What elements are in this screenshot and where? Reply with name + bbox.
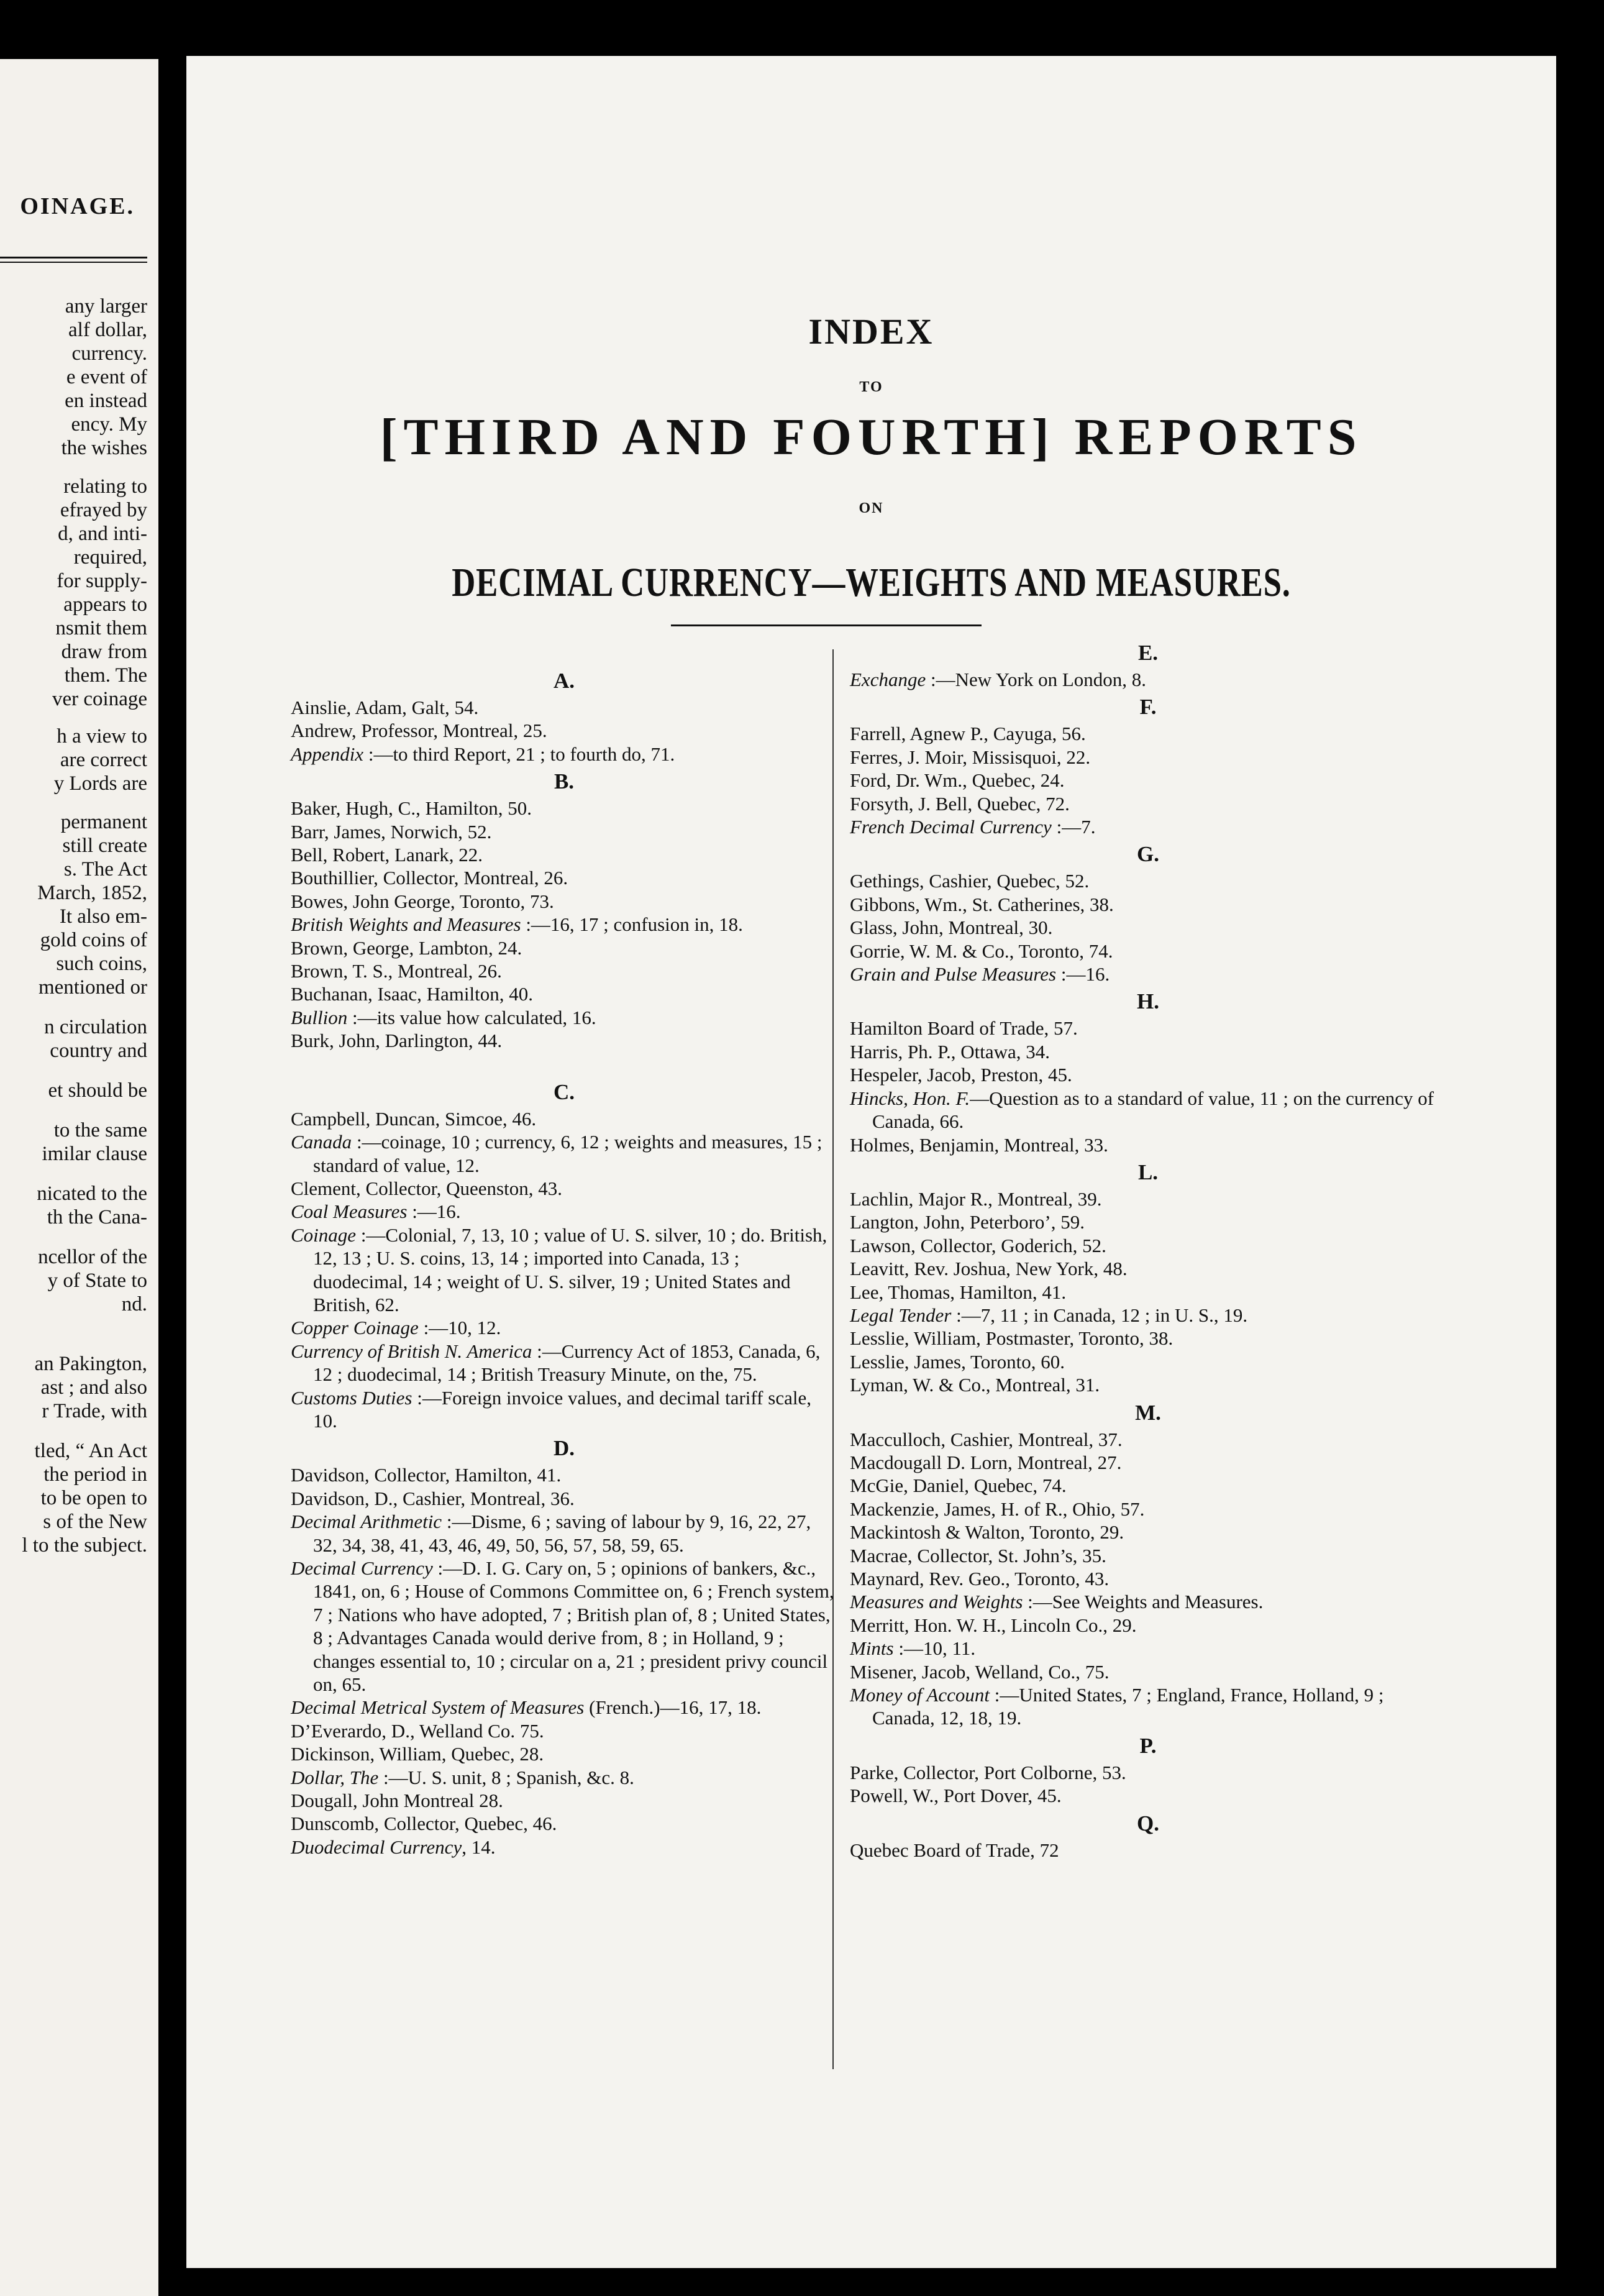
entry-topic: Dollar, The — [291, 1766, 379, 1788]
entry-text: :—16. — [407, 1201, 461, 1223]
index-entry — [291, 1386, 837, 1433]
left-page-line: s of the New — [43, 1511, 147, 1533]
index-entry — [850, 1281, 1446, 1304]
entry-topic: French Decimal Currency — [850, 816, 1052, 838]
index-entry — [850, 1187, 1446, 1210]
title-on: ON — [859, 500, 884, 516]
left-page-line: e event of — [66, 366, 147, 388]
page-title: INDEX — [808, 311, 934, 352]
index-entry — [291, 719, 837, 742]
index-entry — [850, 1133, 1446, 1156]
index-entry — [850, 1784, 1446, 1807]
left-page-line: March, 1852, — [37, 882, 147, 904]
left-page-line: h a view to — [57, 725, 147, 748]
index-entry — [850, 1637, 1446, 1660]
index-column-left — [291, 665, 837, 1859]
entry-text: :—coinage, 10 ; currency, 6, 12 ; weights and measures, 15 ; standard of value, 12. — [313, 1131, 823, 1176]
left-page-line: nsmit them — [55, 617, 147, 639]
left-page-line: ast ; and also — [40, 1376, 147, 1399]
index-entry — [291, 866, 837, 889]
entry-text: :—See Weights and Measures. — [1023, 1591, 1264, 1613]
entry-text: Ferres, J. Moir, Missisquoi, 22. — [850, 746, 1091, 768]
left-page-line: ency. My — [71, 413, 147, 436]
section-letter: H. — [1137, 989, 1159, 1014]
entry-topic: Coinage — [291, 1223, 357, 1246]
left-page-line: y Lords are — [53, 772, 147, 795]
section-gap — [291, 1053, 837, 1076]
left-page-line: tled, “ An Act — [34, 1440, 147, 1462]
index-entry — [850, 1839, 1446, 1862]
entry-text: :—to third Report, 21 ; to fourth do, 71. — [363, 743, 675, 765]
left-page-line: alf dollar, — [68, 319, 147, 341]
index-entry — [850, 1304, 1446, 1327]
section-letter: F. — [1139, 695, 1157, 720]
index-column-right — [850, 637, 1446, 1862]
entry-text: McGie, Daniel, Quebec, 74. — [850, 1475, 1067, 1497]
entry-text: Macdougall D. Lorn, Montreal, 27. — [850, 1451, 1122, 1473]
left-page-line: r Trade, with — [42, 1400, 147, 1422]
section-letter: B. — [554, 769, 575, 794]
index-entry — [291, 1200, 837, 1223]
index-entry — [850, 746, 1446, 769]
entry-text: D’Everardo, D., Welland Co. 75. — [291, 1719, 544, 1742]
entry-text: Bouthillier, Collector, Montreal, 26. — [291, 867, 568, 889]
entry-text: Forsyth, J. Bell, Quebec, 72. — [850, 792, 1070, 815]
entry-topic: Measures and Weights — [850, 1591, 1023, 1613]
entry-text: Mackenzie, James, H. of R., Ohio, 57. — [850, 1498, 1145, 1520]
index-entry — [850, 1327, 1446, 1350]
index-entry — [850, 668, 1446, 691]
index-entry — [850, 1373, 1446, 1396]
index-entry — [291, 1696, 837, 1719]
left-page-line: draw from — [61, 641, 147, 663]
entry-text: Davidson, D., Cashier, Montreal, 36. — [291, 1487, 575, 1509]
entry-text: Misener, Jacob, Welland, Co., 75. — [850, 1660, 1110, 1683]
entry-text: Bell, Robert, Lanark, 22. — [291, 844, 483, 866]
index-entry — [850, 1521, 1446, 1544]
left-page-line: relating to — [63, 475, 147, 498]
entry-text: Macculloch, Cashier, Montreal, 37. — [850, 1428, 1123, 1450]
index-entry — [291, 890, 837, 913]
index-entry — [850, 1567, 1446, 1590]
entry-text: Holmes, Benjamin, Montreal, 33. — [850, 1133, 1108, 1156]
index-entry — [850, 1590, 1446, 1613]
entry-text: Macrae, Collector, St. John’s, 35. — [850, 1544, 1106, 1566]
left-page-line: required, — [73, 546, 147, 569]
index-entry — [291, 1557, 837, 1696]
index-entry — [850, 1428, 1446, 1451]
entry-topic: Mints — [850, 1637, 894, 1660]
entry-text: Lyman, W. & Co., Montreal, 31. — [850, 1374, 1100, 1396]
left-page-line: are correct — [60, 749, 147, 771]
left-page-line: the wishes — [61, 437, 147, 459]
left-page-line: th the Cana- — [47, 1206, 147, 1228]
entry-text: :—U. S. unit, 8 ; Spanish, &c. 8. — [378, 1766, 634, 1788]
entry-text: Merritt, Hon. W. H., Lincoln Co., 29. — [850, 1614, 1137, 1636]
entry-text: Gethings, Cashier, Quebec, 52. — [850, 870, 1090, 892]
entry-text: Lachlin, Major R., Montreal, 39. — [850, 1187, 1102, 1210]
entry-text: Andrew, Professor, Montreal, 25. — [291, 720, 547, 742]
index-entry — [291, 913, 837, 936]
entry-text: Campbell, Duncan, Simcoe, 46. — [291, 1107, 537, 1130]
entry-topic: Appendix — [291, 743, 364, 765]
entry-topic: Decimal Metrical System of Measures — [291, 1696, 585, 1719]
index-entry — [850, 1660, 1446, 1683]
index-entry — [291, 1316, 837, 1339]
index-entry — [291, 1766, 837, 1789]
entry-topic: Copper Coinage — [291, 1317, 419, 1339]
left-page-line: d, and inti- — [58, 523, 147, 545]
index-entry — [291, 1006, 837, 1029]
left-page-line: country and — [50, 1040, 147, 1062]
index-entry — [291, 1510, 837, 1557]
left-page-line: imilar clause — [42, 1143, 147, 1165]
left-page-line: ncellor of the — [38, 1246, 147, 1268]
section-letter: L. — [1137, 1159, 1159, 1184]
left-page-line: any larger — [65, 295, 147, 318]
index-entry — [850, 815, 1446, 838]
entry-text: :—10, 12. — [418, 1317, 501, 1339]
entry-text: Gorrie, W. M. & Co., Toronto, 74. — [850, 940, 1113, 962]
index-entry — [850, 1544, 1446, 1567]
index-entry — [291, 1463, 837, 1486]
left-page-line: nd. — [121, 1293, 147, 1315]
entry-topic: Currency of British N. America — [291, 1340, 532, 1362]
left-page-line: l to the subject. — [22, 1534, 147, 1557]
entry-text: Ainslie, Adam, Galt, 54. — [291, 697, 479, 718]
entry-topic: Coal Measures — [291, 1201, 408, 1223]
index-entry — [291, 1029, 837, 1052]
entry-text: :—7. — [1051, 816, 1096, 838]
entry-text: Hespeler, Jacob, Preston, 45. — [850, 1064, 1072, 1086]
index-entry — [291, 1487, 837, 1510]
index-entry — [850, 1234, 1446, 1257]
entry-text: :—16. — [1056, 963, 1110, 986]
index-entry — [291, 1742, 837, 1765]
title-rule — [671, 624, 982, 626]
entry-topic: Canada — [291, 1131, 352, 1153]
entry-text: Davidson, Collector, Hamilton, 41. — [291, 1464, 562, 1486]
index-entry — [850, 1474, 1446, 1497]
index-entry — [291, 843, 837, 866]
left-page-line: gold coins of — [40, 929, 147, 951]
entry-text: Lee, Thomas, Hamilton, 41. — [850, 1281, 1067, 1303]
left-page-line: for supply- — [57, 570, 147, 592]
index-entry — [291, 820, 837, 843]
entry-text: Bowes, John George, Toronto, 73. — [291, 890, 554, 912]
entry-topic: Hincks, Hon. F. — [850, 1087, 970, 1109]
index-entry — [291, 1812, 837, 1835]
entry-text: Langton, John, Peterboro’, 59. — [850, 1211, 1085, 1233]
index-entry — [291, 1789, 837, 1812]
entry-topic: Money of Account — [850, 1684, 990, 1706]
entry-text: Maynard, Rev. Geo., Toronto, 43. — [850, 1568, 1110, 1589]
index-entry — [291, 696, 837, 719]
entry-text: Brown, George, Lambton, 24. — [291, 936, 522, 959]
index-entry — [850, 1257, 1446, 1280]
index-entry — [291, 936, 837, 959]
index-entry — [850, 1210, 1446, 1233]
entry-text: Burk, John, Darlington, 44. — [291, 1030, 503, 1052]
reports-title: [THIRD AND FOURTH] REPORTS — [380, 408, 1363, 466]
left-page-line: nicated to the — [37, 1182, 147, 1205]
entry-topic: Duodecimal Currency — [291, 1836, 462, 1858]
entry-text: Lawson, Collector, Goderich, 52. — [850, 1234, 1106, 1256]
left-page-line: an Pakington, — [34, 1353, 147, 1375]
index-entry — [291, 1107, 837, 1130]
left-page-line: s. The Act — [63, 858, 147, 880]
entry-topic: Grain and Pulse Measures — [850, 963, 1057, 986]
section-letter: C. — [553, 1079, 575, 1104]
entry-text: , 14. — [462, 1836, 496, 1858]
left-page-line: permanent — [60, 811, 147, 833]
left-page-rule — [0, 262, 147, 263]
entry-text: :—United States, 7 ; England, France, Holland, 9 ; Canada, 12, 18, 19. — [872, 1684, 1384, 1729]
section-letter: M. — [1135, 1400, 1161, 1425]
index-entry — [291, 1836, 837, 1859]
index-entry — [850, 792, 1446, 815]
entry-topic: Customs Duties — [291, 1386, 412, 1409]
index-entry — [850, 1683, 1446, 1730]
entry-text: Quebec Board of Trade, 72 — [850, 1839, 1059, 1861]
entry-text: Dunscomb, Collector, Quebec, 46. — [291, 1813, 557, 1835]
entry-text: :—10, 11. — [893, 1637, 976, 1660]
index-entry — [850, 1498, 1446, 1521]
entry-text: Baker, Hugh, C., Hamilton, 50. — [291, 797, 532, 820]
index-entry — [850, 1350, 1446, 1373]
left-page-fragment — [0, 59, 158, 2296]
title-to: TO — [859, 379, 883, 395]
index-entry — [291, 959, 837, 982]
entry-topic: Legal Tender — [850, 1304, 952, 1326]
index-entry — [850, 1040, 1446, 1063]
left-page-line: appears to — [63, 593, 147, 616]
index-entry — [291, 797, 837, 820]
entry-text: (French.)—16, 17, 18. — [584, 1696, 762, 1719]
left-page-line: to be open to — [40, 1487, 147, 1509]
entry-text: Leavitt, Rev. Joshua, New York, 48. — [850, 1258, 1128, 1280]
left-page-line: efrayed by — [60, 499, 147, 521]
index-entry — [850, 1063, 1446, 1086]
left-page-rule — [0, 257, 147, 258]
entry-text: Hamilton Board of Trade, 57. — [850, 1017, 1078, 1040]
left-page-heading: OINAGE. — [20, 193, 135, 219]
entry-text: Lesslie, William, Postmaster, Toronto, 38. — [850, 1327, 1173, 1350]
index-entry — [291, 1130, 837, 1177]
entry-topic: British Weights and Measures — [291, 913, 521, 936]
section-letter: P. — [1139, 1733, 1157, 1758]
section-letter: G. — [1137, 842, 1159, 867]
index-entry — [850, 722, 1446, 745]
entry-text: Glass, John, Montreal, 30. — [850, 917, 1053, 939]
entry-text: Buchanan, Isaac, Hamilton, 40. — [291, 983, 533, 1005]
index-entry — [291, 743, 837, 766]
entry-text: Clement, Collector, Queenston, 43. — [291, 1177, 562, 1199]
entry-text: :—Colonial, 7, 13, 10 ; value of U. S. silver, 10 ; do. British, 12, 13 ; U. S. coins, 13, 14 ; imported into Canada, 13 ; duodecimal, 14 ; weight of U. S. silver, 19 ; United States and British, 62. — [313, 1223, 827, 1315]
index-entry — [291, 1177, 837, 1200]
index-entry — [850, 940, 1446, 963]
entry-text: :—D. I. G. Cary on, 5 ; opinions of bankers, &c., 1841, on, 6 ; House of Commons Committee on, 6 ; French system, 7 ; Nations who have adopted, 7 ; British plan of, 8 ; United States, 8 ; Advantages Canada would derive from, 8 ; in Holland, 9 ; changes essential to, 10 ; circular on a, 21 ; president privy council on, 65. — [313, 1557, 834, 1696]
entry-text: Dickinson, William, Quebec, 28. — [291, 1743, 544, 1765]
entry-topic: Decimal Currency — [291, 1557, 433, 1579]
left-page-line: en instead — [65, 390, 147, 412]
section-letter: A. — [553, 669, 575, 693]
entry-text: Lesslie, James, Toronto, 60. — [850, 1350, 1065, 1373]
entry-text: :—Currency Act of 1853, Canada, 6, 12 ; duodecimal, 14 ; British Treasury Minute, on the, 75. — [313, 1340, 821, 1386]
entry-text: :—7, 11 ; in Canada, 12 ; in U. S., 19. — [951, 1304, 1248, 1326]
subtitle: DECIMAL CURRENCY—WEIGHTS AND MEASURES. — [452, 560, 1291, 605]
section-letter: Q. — [1137, 1811, 1159, 1836]
section-letter: D. — [553, 1436, 575, 1461]
entry-text: Harris, Ph. P., Ottawa, 34. — [850, 1040, 1050, 1063]
index-entry — [850, 916, 1446, 939]
left-page-line: It also em- — [59, 905, 147, 928]
left-page-line: et should be — [48, 1079, 147, 1102]
entry-topic: Exchange — [850, 669, 926, 690]
index-entry — [850, 1017, 1446, 1040]
index-entry — [850, 1451, 1446, 1474]
entry-text: :—Foreign invoice values, and decimal tariff scale, 10. — [313, 1386, 811, 1432]
entry-text: Farrell, Agnew P., Cayuga, 56. — [850, 723, 1086, 745]
index-entry — [850, 893, 1446, 916]
left-page-line: mentioned or — [38, 976, 147, 999]
entry-text: —Question as to a standard of value, 11 ; on the currency of Canada, 66. — [872, 1087, 1434, 1133]
index-entry — [291, 982, 837, 1005]
entry-text: :—Disme, 6 ; saving of labour by 9, 16, 22, 27, 32, 34, 38, 41, 43, 46, 49, 50, 56, 57, 58, 59, 65. — [313, 1511, 811, 1556]
entry-text: Parke, Collector, Port Colborne, 53. — [850, 1761, 1126, 1783]
entry-text: Mackintosh & Walton, Toronto, 29. — [850, 1521, 1124, 1544]
left-page-line: them. The — [64, 664, 147, 687]
entry-topic: Decimal Arithmetic — [291, 1511, 442, 1533]
index-entry — [291, 1719, 837, 1742]
index-entry — [850, 963, 1446, 986]
entry-text: Dougall, John Montreal 28. — [291, 1790, 503, 1812]
entry-text: :—its value how calculated, 16. — [347, 1006, 596, 1028]
index-entry — [850, 1087, 1446, 1133]
entry-topic: Bullion — [291, 1006, 348, 1028]
left-page-line: to the same — [53, 1119, 147, 1141]
entry-text: Brown, T. S., Montreal, 26. — [291, 960, 502, 982]
entry-text: :—New York on London, 8. — [926, 669, 1147, 690]
entry-text: Barr, James, Norwich, 52. — [291, 820, 492, 843]
index-entry — [850, 769, 1446, 792]
entry-text: Ford, Dr. Wm., Quebec, 24. — [850, 769, 1065, 792]
index-entry — [850, 869, 1446, 892]
section-letter: E. — [1137, 641, 1159, 665]
left-page-line: such coins, — [56, 953, 147, 975]
left-page-line: y of State to — [47, 1269, 147, 1292]
index-page — [186, 56, 1556, 2268]
index-entry — [850, 1761, 1446, 1784]
left-page-line: the period in — [43, 1463, 147, 1486]
left-page-line: still create — [62, 835, 147, 857]
index-entry — [291, 1223, 837, 1317]
entry-text: Gibbons, Wm., St. Catherines, 38. — [850, 893, 1114, 915]
index-entry — [850, 1614, 1446, 1637]
entry-text: Powell, W., Port Dover, 45. — [850, 1785, 1062, 1807]
left-page-line: currency. — [71, 342, 147, 365]
entry-text: :—16, 17 ; confusion in, 18. — [521, 913, 743, 936]
left-page-line: ver coinage — [52, 688, 147, 710]
index-entry — [291, 1340, 837, 1386]
left-page-line: n circulation — [44, 1016, 147, 1038]
